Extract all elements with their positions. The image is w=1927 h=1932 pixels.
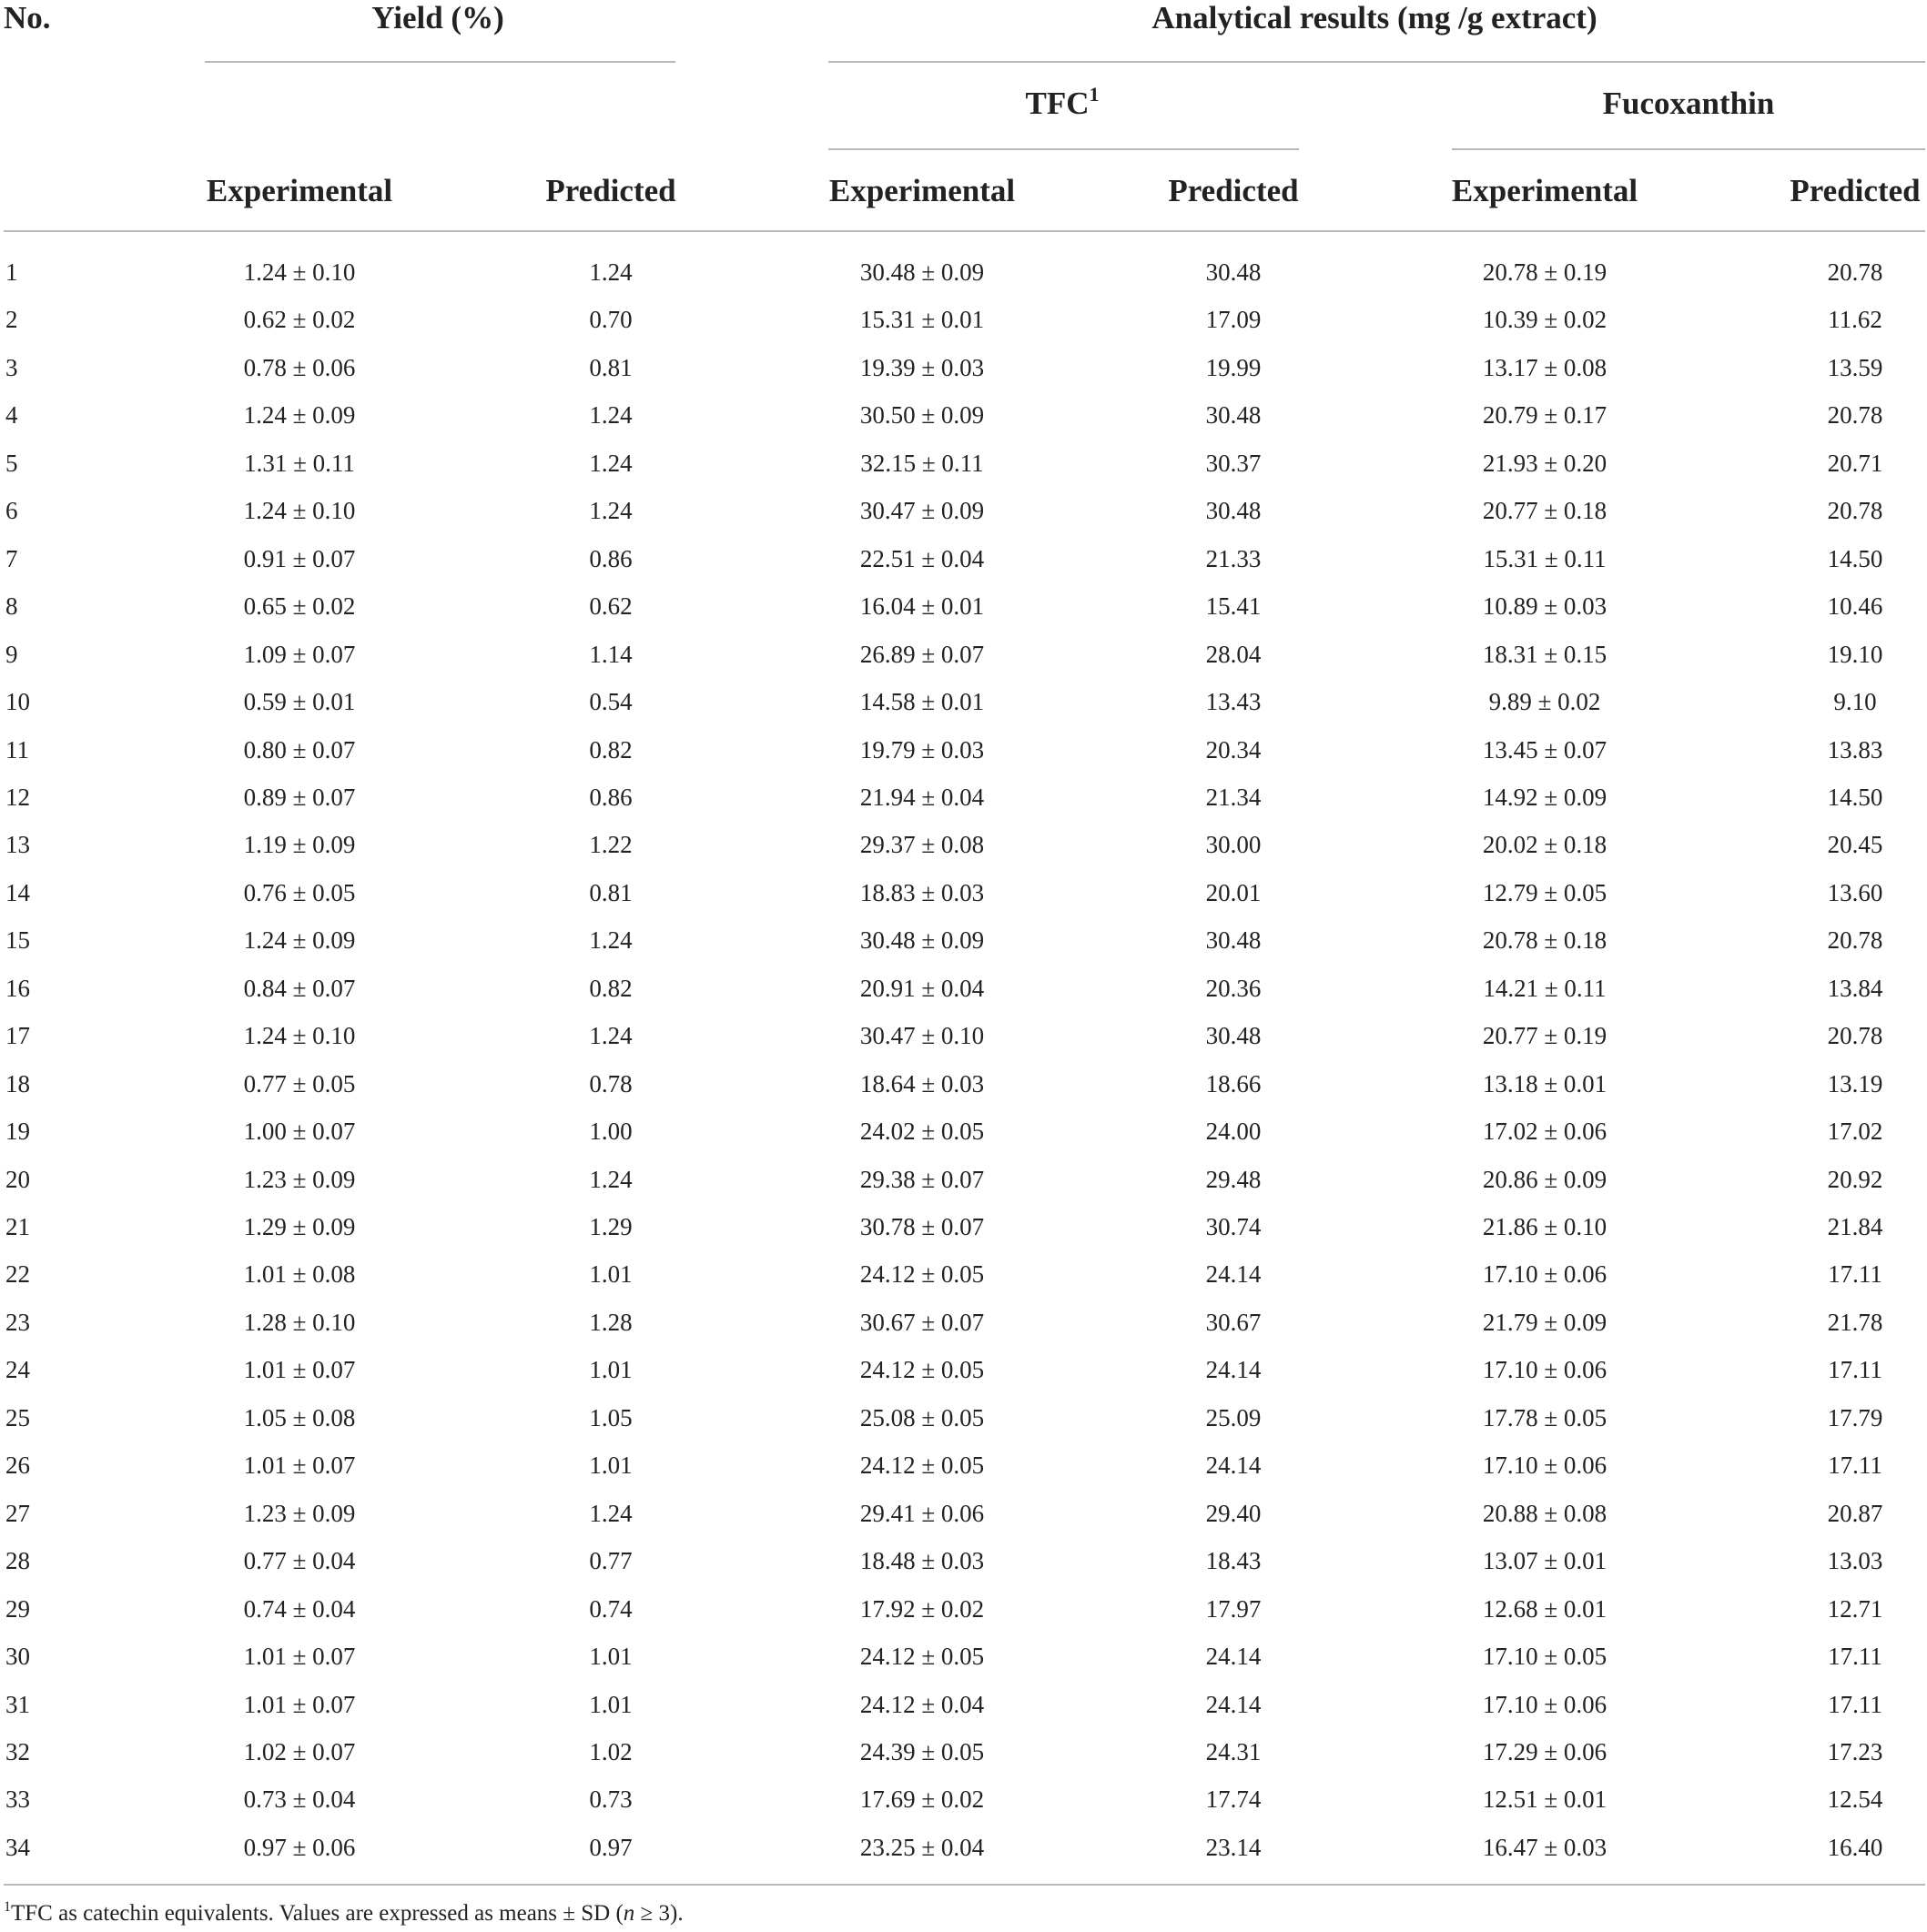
cell-yield-experimental: 1.23 ± 0.09	[243, 1499, 356, 1527]
cell-run-number: 2	[5, 306, 18, 334]
cell-run-number: 13	[5, 831, 30, 859]
cell-fucoxanthin-predicted: 21.84	[1827, 1213, 1883, 1240]
cell-run-number: 4	[5, 401, 18, 430]
cell-yield-experimental: 0.73 ± 0.04	[243, 1785, 356, 1814]
cell-fucoxanthin-predicted: 21.78	[1827, 1308, 1883, 1336]
cell-fucoxanthin-predicted: 12.54	[1827, 1785, 1883, 1814]
cell-tfc-predicted: 18.43	[1205, 1547, 1262, 1575]
cell-run-number: 31	[5, 1690, 30, 1718]
cell-yield-experimental: 0.59 ± 0.01	[243, 688, 356, 716]
cell-tfc-predicted: 20.01	[1205, 878, 1262, 906]
cell-fucoxanthin-predicted: 17.79	[1827, 1403, 1883, 1431]
cell-yield-predicted: 1.24	[589, 497, 633, 525]
cell-run-number: 32	[5, 1737, 30, 1765]
cell-yield-predicted: 0.77	[589, 1547, 633, 1575]
cell-run-number: 1	[5, 258, 18, 286]
cell-fucoxanthin-experimental: 14.92 ± 0.09	[1482, 783, 1608, 811]
cell-fucoxanthin-predicted: 20.78	[1827, 1022, 1883, 1050]
header-yield-predicted: Predicted	[545, 173, 676, 208]
cell-fucoxanthin-experimental: 16.47 ± 0.03	[1482, 1833, 1608, 1861]
header-yield-experimental: Experimental	[206, 173, 393, 208]
cell-run-number: 7	[5, 544, 18, 572]
cell-yield-predicted: 1.01	[589, 1690, 633, 1718]
cell-fucoxanthin-predicted: 12.71	[1827, 1594, 1883, 1623]
cell-fucoxanthin-experimental: 21.93 ± 0.20	[1482, 449, 1608, 477]
cell-fucoxanthin-experimental: 20.88 ± 0.08	[1482, 1499, 1608, 1527]
cell-tfc-experimental: 18.64 ± 0.03	[859, 1069, 985, 1097]
cell-fucoxanthin-experimental: 17.10 ± 0.06	[1482, 1690, 1608, 1718]
cell-run-number: 34	[5, 1833, 30, 1861]
cell-run-number: 22	[5, 1260, 30, 1289]
cell-tfc-experimental: 24.12 ± 0.05	[859, 1452, 985, 1480]
cell-run-number: 28	[5, 1547, 30, 1575]
cell-fucoxanthin-predicted: 20.92	[1827, 1165, 1883, 1193]
cell-fucoxanthin-predicted: 13.83	[1827, 735, 1883, 764]
cell-tfc-predicted: 29.40	[1205, 1499, 1262, 1527]
cell-yield-predicted: 0.70	[589, 306, 633, 334]
cell-tfc-experimental: 24.39 ± 0.05	[859, 1737, 985, 1765]
cell-run-number: 5	[5, 449, 18, 477]
cell-yield-experimental: 0.62 ± 0.02	[243, 306, 356, 334]
cell-run-number: 30	[5, 1643, 30, 1671]
cell-yield-predicted: 0.86	[589, 544, 633, 572]
cell-fucoxanthin-predicted: 20.87	[1827, 1499, 1883, 1527]
cell-fucoxanthin-experimental: 12.79 ± 0.05	[1482, 878, 1608, 906]
cell-yield-experimental: 1.24 ± 0.10	[243, 497, 356, 525]
cell-fucoxanthin-predicted: 17.11	[1828, 1452, 1882, 1480]
rule-table-bottom	[4, 1884, 1925, 1886]
cell-fucoxanthin-predicted: 20.45	[1827, 831, 1883, 859]
rule-fucoxanthin-span	[1452, 148, 1925, 150]
cell-yield-experimental: 1.19 ± 0.09	[243, 831, 356, 859]
header-fucoxanthin: Fucoxanthin	[1602, 86, 1775, 121]
cell-fucoxanthin-experimental: 20.78 ± 0.18	[1482, 926, 1608, 955]
cell-fucoxanthin-predicted: 11.62	[1828, 306, 1882, 334]
cell-run-number: 21	[5, 1213, 30, 1240]
cell-fucoxanthin-predicted: 13.84	[1827, 974, 1883, 1002]
cell-fucoxanthin-experimental: 17.02 ± 0.06	[1482, 1118, 1608, 1146]
footnote-text-before: TFC as catechin equivalents. Values are expressed as means ± SD (	[11, 1901, 624, 1926]
cell-yield-predicted: 1.28	[589, 1308, 633, 1336]
cell-yield-experimental: 0.78 ± 0.06	[243, 353, 356, 381]
cell-yield-predicted: 1.01	[589, 1643, 633, 1671]
cell-tfc-experimental: 30.78 ± 0.07	[859, 1213, 985, 1240]
cell-tfc-predicted: 23.14	[1205, 1833, 1262, 1861]
cell-yield-predicted: 0.62	[589, 592, 633, 621]
cell-fucoxanthin-experimental: 12.68 ± 0.01	[1482, 1594, 1608, 1623]
cell-fucoxanthin-predicted: 20.78	[1827, 401, 1883, 430]
cell-yield-predicted: 0.81	[589, 353, 633, 381]
cell-tfc-experimental: 19.79 ± 0.03	[859, 735, 985, 764]
cell-yield-predicted: 1.29	[589, 1213, 633, 1240]
cell-yield-predicted: 0.82	[589, 974, 633, 1002]
cell-run-number: 9	[5, 640, 18, 668]
cell-yield-predicted: 0.73	[589, 1785, 633, 1814]
cell-tfc-predicted: 13.43	[1205, 688, 1262, 716]
cell-run-number: 14	[5, 878, 30, 906]
cell-fucoxanthin-experimental: 13.45 ± 0.07	[1482, 735, 1608, 764]
cell-fucoxanthin-predicted: 13.59	[1827, 353, 1883, 381]
cell-yield-experimental: 1.05 ± 0.08	[243, 1403, 356, 1431]
cell-tfc-predicted: 28.04	[1205, 640, 1262, 668]
cell-tfc-predicted: 17.74	[1205, 1785, 1262, 1814]
table-footnote	[4, 1900, 684, 1930]
cell-run-number: 29	[5, 1594, 30, 1623]
cell-tfc-experimental: 26.89 ± 0.07	[859, 640, 985, 668]
cell-fucoxanthin-predicted: 13.19	[1827, 1069, 1883, 1097]
cell-yield-experimental: 1.00 ± 0.07	[243, 1118, 356, 1146]
cell-tfc-predicted: 24.14	[1205, 1356, 1262, 1384]
cell-run-number: 10	[5, 688, 30, 716]
cell-fucoxanthin-experimental: 20.78 ± 0.19	[1482, 258, 1608, 286]
cell-tfc-predicted: 30.48	[1205, 401, 1262, 430]
cell-tfc-experimental: 22.51 ± 0.04	[859, 544, 985, 572]
cell-tfc-predicted: 24.14	[1205, 1260, 1262, 1289]
cell-tfc-experimental: 18.83 ± 0.03	[859, 878, 985, 906]
header-tfc-predicted: Predicted	[1168, 173, 1299, 208]
cell-yield-experimental: 1.23 ± 0.09	[243, 1165, 356, 1193]
cell-run-number: 15	[5, 926, 30, 955]
cell-fucoxanthin-predicted: 20.78	[1827, 497, 1883, 525]
cell-tfc-experimental: 30.67 ± 0.07	[859, 1308, 985, 1336]
cell-fucoxanthin-predicted: 19.10	[1827, 640, 1883, 668]
cell-yield-experimental: 1.01 ± 0.08	[243, 1260, 356, 1289]
cell-yield-predicted: 0.81	[589, 878, 633, 906]
cell-tfc-predicted: 24.00	[1205, 1118, 1262, 1146]
cell-fucoxanthin-predicted: 20.71	[1827, 449, 1883, 477]
cell-yield-experimental: 1.01 ± 0.07	[243, 1356, 356, 1384]
cell-tfc-predicted: 18.66	[1205, 1069, 1262, 1097]
cell-yield-experimental: 0.65 ± 0.02	[243, 592, 356, 621]
header-yield: Yield (%)	[371, 0, 504, 35]
cell-fucoxanthin-experimental: 17.29 ± 0.06	[1482, 1737, 1608, 1765]
cell-tfc-predicted: 21.33	[1205, 544, 1262, 572]
cell-yield-predicted: 1.24	[589, 258, 633, 286]
cell-tfc-experimental: 24.12 ± 0.05	[859, 1356, 985, 1384]
cell-run-number: 6	[5, 497, 18, 525]
cell-yield-experimental: 0.80 ± 0.07	[243, 735, 356, 764]
cell-tfc-predicted: 30.00	[1205, 831, 1262, 859]
cell-yield-predicted: 1.01	[589, 1260, 633, 1289]
cell-yield-predicted: 1.22	[589, 831, 633, 859]
cell-fucoxanthin-predicted: 20.78	[1827, 258, 1883, 286]
cell-tfc-experimental: 15.31 ± 0.01	[859, 306, 985, 334]
cell-tfc-experimental: 30.50 ± 0.09	[859, 401, 985, 430]
cell-tfc-predicted: 25.09	[1205, 1403, 1262, 1431]
cell-tfc-experimental: 29.41 ± 0.06	[859, 1499, 985, 1527]
cell-yield-experimental: 0.84 ± 0.07	[243, 974, 356, 1002]
cell-yield-experimental: 1.24 ± 0.09	[243, 401, 356, 430]
cell-fucoxanthin-predicted: 13.60	[1827, 878, 1883, 906]
cell-run-number: 23	[5, 1308, 30, 1336]
cell-fucoxanthin-predicted: 17.11	[1828, 1643, 1882, 1671]
cell-yield-experimental: 1.24 ± 0.10	[243, 258, 356, 286]
cell-fucoxanthin-predicted: 17.02	[1827, 1118, 1883, 1146]
cell-tfc-experimental: 19.39 ± 0.03	[859, 353, 985, 381]
cell-tfc-experimental: 18.48 ± 0.03	[859, 1547, 985, 1575]
cell-tfc-predicted: 24.14	[1205, 1452, 1262, 1480]
cell-tfc-experimental: 21.94 ± 0.04	[859, 783, 985, 811]
cell-yield-predicted: 0.97	[589, 1833, 633, 1861]
cell-fucoxanthin-experimental: 20.86 ± 0.09	[1482, 1165, 1608, 1193]
cell-tfc-experimental: 29.37 ± 0.08	[859, 831, 985, 859]
cell-yield-predicted: 1.24	[589, 1022, 633, 1050]
cell-tfc-experimental: 25.08 ± 0.05	[859, 1403, 985, 1431]
cell-yield-experimental: 1.29 ± 0.09	[243, 1213, 356, 1240]
header-tfc	[1025, 83, 1100, 126]
cell-tfc-experimental: 30.48 ± 0.09	[859, 258, 985, 286]
cell-run-number: 17	[5, 1022, 30, 1050]
cell-tfc-experimental: 29.38 ± 0.07	[859, 1165, 985, 1193]
cell-fucoxanthin-experimental: 20.79 ± 0.17	[1482, 401, 1608, 430]
cell-fucoxanthin-predicted: 20.78	[1827, 926, 1883, 955]
cell-fucoxanthin-experimental: 13.17 ± 0.08	[1482, 353, 1608, 381]
footnote-n-symbol: n	[623, 1901, 635, 1926]
header-tfc-experimental: Experimental	[828, 173, 1016, 208]
cell-run-number: 27	[5, 1499, 30, 1527]
cell-tfc-experimental: 24.12 ± 0.05	[859, 1643, 985, 1671]
cell-fucoxanthin-experimental: 20.77 ± 0.19	[1482, 1022, 1608, 1050]
cell-tfc-predicted: 24.14	[1205, 1690, 1262, 1718]
cell-yield-experimental: 1.24 ± 0.09	[243, 926, 356, 955]
cell-run-number: 3	[5, 353, 18, 381]
cell-fucoxanthin-predicted: 17.11	[1828, 1356, 1882, 1384]
cell-fucoxanthin-predicted: 14.50	[1827, 544, 1883, 572]
cell-tfc-predicted: 17.09	[1205, 306, 1262, 334]
cell-yield-predicted: 1.01	[589, 1356, 633, 1384]
cell-fucoxanthin-experimental: 14.21 ± 0.11	[1483, 974, 1607, 1002]
cell-fucoxanthin-experimental: 10.39 ± 0.02	[1482, 306, 1608, 334]
cell-yield-predicted: 0.54	[589, 688, 633, 716]
cell-tfc-predicted: 17.97	[1205, 1594, 1262, 1623]
cell-fucoxanthin-experimental: 17.10 ± 0.05	[1482, 1643, 1608, 1671]
header-no: No.	[4, 0, 51, 35]
cell-tfc-predicted: 30.37	[1205, 449, 1262, 477]
cell-run-number: 24	[5, 1356, 30, 1384]
cell-fucoxanthin-predicted: 10.46	[1827, 592, 1883, 621]
cell-tfc-experimental: 30.48 ± 0.09	[859, 926, 985, 955]
cell-tfc-predicted: 29.48	[1205, 1165, 1262, 1193]
cell-yield-experimental: 1.28 ± 0.10	[243, 1308, 356, 1336]
cell-yield-predicted: 1.24	[589, 1499, 633, 1527]
cell-tfc-experimental: 17.69 ± 0.02	[859, 1785, 985, 1814]
cell-tfc-predicted: 30.74	[1205, 1213, 1262, 1240]
cell-fucoxanthin-experimental: 17.78 ± 0.05	[1482, 1403, 1608, 1431]
cell-yield-predicted: 1.01	[589, 1452, 633, 1480]
cell-tfc-predicted: 19.99	[1205, 353, 1262, 381]
cell-fucoxanthin-predicted: 9.10	[1833, 688, 1877, 716]
cell-run-number: 18	[5, 1069, 30, 1097]
cell-fucoxanthin-experimental: 21.79 ± 0.09	[1482, 1308, 1608, 1336]
header-tfc-label: TFC	[1025, 86, 1090, 121]
cell-tfc-predicted: 30.48	[1205, 1022, 1262, 1050]
cell-tfc-experimental: 30.47 ± 0.10	[859, 1022, 985, 1050]
cell-run-number: 11	[5, 735, 29, 764]
cell-yield-experimental: 1.24 ± 0.10	[243, 1022, 356, 1050]
cell-run-number: 33	[5, 1785, 30, 1814]
header-fucoxanthin-predicted: Predicted	[1790, 173, 1921, 208]
cell-tfc-experimental: 17.92 ± 0.02	[859, 1594, 985, 1623]
cell-yield-experimental: 1.01 ± 0.07	[243, 1690, 356, 1718]
header-analytical-results: Analytical results (mg /g extract)	[1151, 0, 1597, 35]
cell-yield-predicted: 0.82	[589, 735, 633, 764]
cell-tfc-predicted: 30.67	[1205, 1308, 1262, 1336]
cell-yield-experimental: 1.01 ± 0.07	[243, 1452, 356, 1480]
rule-yield-span	[205, 61, 675, 63]
cell-fucoxanthin-experimental: 20.02 ± 0.18	[1482, 831, 1608, 859]
cell-tfc-predicted: 30.48	[1205, 258, 1262, 286]
cell-tfc-predicted: 15.41	[1205, 592, 1262, 621]
cell-fucoxanthin-experimental: 13.07 ± 0.01	[1482, 1547, 1608, 1575]
footnote-text-after: ≥ 3).	[634, 1901, 684, 1926]
cell-fucoxanthin-experimental: 9.89 ± 0.02	[1488, 688, 1601, 716]
cell-fucoxanthin-predicted: 17.11	[1828, 1690, 1882, 1718]
cell-tfc-predicted: 30.48	[1205, 497, 1262, 525]
cell-tfc-predicted: 30.48	[1205, 926, 1262, 955]
cell-yield-experimental: 0.76 ± 0.05	[243, 878, 356, 906]
cell-fucoxanthin-predicted: 13.03	[1827, 1547, 1883, 1575]
cell-fucoxanthin-predicted: 17.23	[1827, 1737, 1883, 1765]
cell-fucoxanthin-experimental: 13.18 ± 0.01	[1482, 1069, 1608, 1097]
footnote-marker: 1	[4, 1899, 11, 1915]
cell-tfc-experimental: 14.58 ± 0.01	[859, 688, 985, 716]
cell-run-number: 16	[5, 974, 30, 1002]
cell-yield-predicted: 1.24	[589, 1165, 633, 1193]
cell-tfc-experimental: 24.12 ± 0.04	[859, 1690, 985, 1718]
cell-yield-experimental: 1.09 ± 0.07	[243, 640, 356, 668]
cell-yield-predicted: 1.24	[589, 926, 633, 955]
cell-tfc-predicted: 24.14	[1205, 1643, 1262, 1671]
cell-fucoxanthin-predicted: 14.50	[1827, 783, 1883, 811]
rule-tfc-span	[828, 148, 1299, 150]
cell-fucoxanthin-predicted: 16.40	[1827, 1833, 1883, 1861]
cell-fucoxanthin-experimental: 17.10 ± 0.06	[1482, 1356, 1608, 1384]
cell-fucoxanthin-predicted: 17.11	[1828, 1260, 1882, 1289]
cell-tfc-experimental: 32.15 ± 0.11	[860, 449, 984, 477]
cell-tfc-predicted: 20.36	[1205, 974, 1262, 1002]
cell-fucoxanthin-experimental: 17.10 ± 0.06	[1482, 1452, 1608, 1480]
cell-yield-predicted: 1.00	[589, 1118, 633, 1146]
cell-yield-predicted: 0.74	[589, 1594, 633, 1623]
cell-tfc-predicted: 24.31	[1205, 1737, 1262, 1765]
cell-fucoxanthin-experimental: 10.89 ± 0.03	[1482, 592, 1608, 621]
cell-tfc-experimental: 30.47 ± 0.09	[859, 497, 985, 525]
cell-run-number: 19	[5, 1118, 30, 1146]
cell-run-number: 26	[5, 1452, 30, 1480]
cell-yield-predicted: 1.05	[589, 1403, 633, 1431]
cell-run-number: 20	[5, 1165, 30, 1193]
cell-tfc-experimental: 16.04 ± 0.01	[859, 592, 985, 621]
cell-tfc-experimental: 20.91 ± 0.04	[859, 974, 985, 1002]
cell-yield-experimental: 1.31 ± 0.11	[244, 449, 355, 477]
cell-yield-predicted: 1.02	[589, 1737, 633, 1765]
cell-tfc-experimental: 24.12 ± 0.05	[859, 1260, 985, 1289]
cell-fucoxanthin-experimental: 20.77 ± 0.18	[1482, 497, 1608, 525]
header-tfc-footnote-marker: 1	[1089, 83, 1100, 106]
cell-yield-experimental: 0.77 ± 0.04	[243, 1547, 356, 1575]
rule-header-bottom	[4, 230, 1925, 232]
cell-yield-predicted: 1.14	[589, 640, 633, 668]
cell-yield-experimental: 0.77 ± 0.05	[243, 1069, 356, 1097]
cell-yield-predicted: 0.86	[589, 783, 633, 811]
cell-fucoxanthin-experimental: 17.10 ± 0.06	[1482, 1260, 1608, 1289]
cell-run-number: 12	[5, 783, 30, 811]
cell-yield-experimental: 0.74 ± 0.04	[243, 1594, 356, 1623]
cell-yield-predicted: 1.24	[589, 401, 633, 430]
cell-fucoxanthin-experimental: 21.86 ± 0.10	[1482, 1213, 1608, 1240]
cell-yield-experimental: 1.02 ± 0.07	[243, 1737, 356, 1765]
header-fucoxanthin-experimental: Experimental	[1451, 173, 1638, 208]
cell-yield-experimental: 0.91 ± 0.07	[243, 544, 356, 572]
cell-yield-experimental: 0.89 ± 0.07	[243, 783, 356, 811]
cell-run-number: 8	[5, 592, 18, 621]
cell-yield-experimental: 1.01 ± 0.07	[243, 1643, 356, 1671]
rule-analytical-span	[828, 61, 1925, 63]
cell-yield-predicted: 0.78	[589, 1069, 633, 1097]
cell-tfc-experimental: 23.25 ± 0.04	[859, 1833, 985, 1861]
cell-yield-predicted: 1.24	[589, 449, 633, 477]
cell-tfc-predicted: 21.34	[1205, 783, 1262, 811]
cell-tfc-predicted: 20.34	[1205, 735, 1262, 764]
cell-tfc-experimental: 24.02 ± 0.05	[859, 1118, 985, 1146]
cell-fucoxanthin-experimental: 12.51 ± 0.01	[1482, 1785, 1608, 1814]
cell-run-number: 25	[5, 1403, 30, 1431]
cell-fucoxanthin-experimental: 18.31 ± 0.15	[1482, 640, 1608, 668]
cell-fucoxanthin-experimental: 15.31 ± 0.11	[1483, 544, 1607, 572]
cell-yield-experimental: 0.97 ± 0.06	[243, 1833, 356, 1861]
